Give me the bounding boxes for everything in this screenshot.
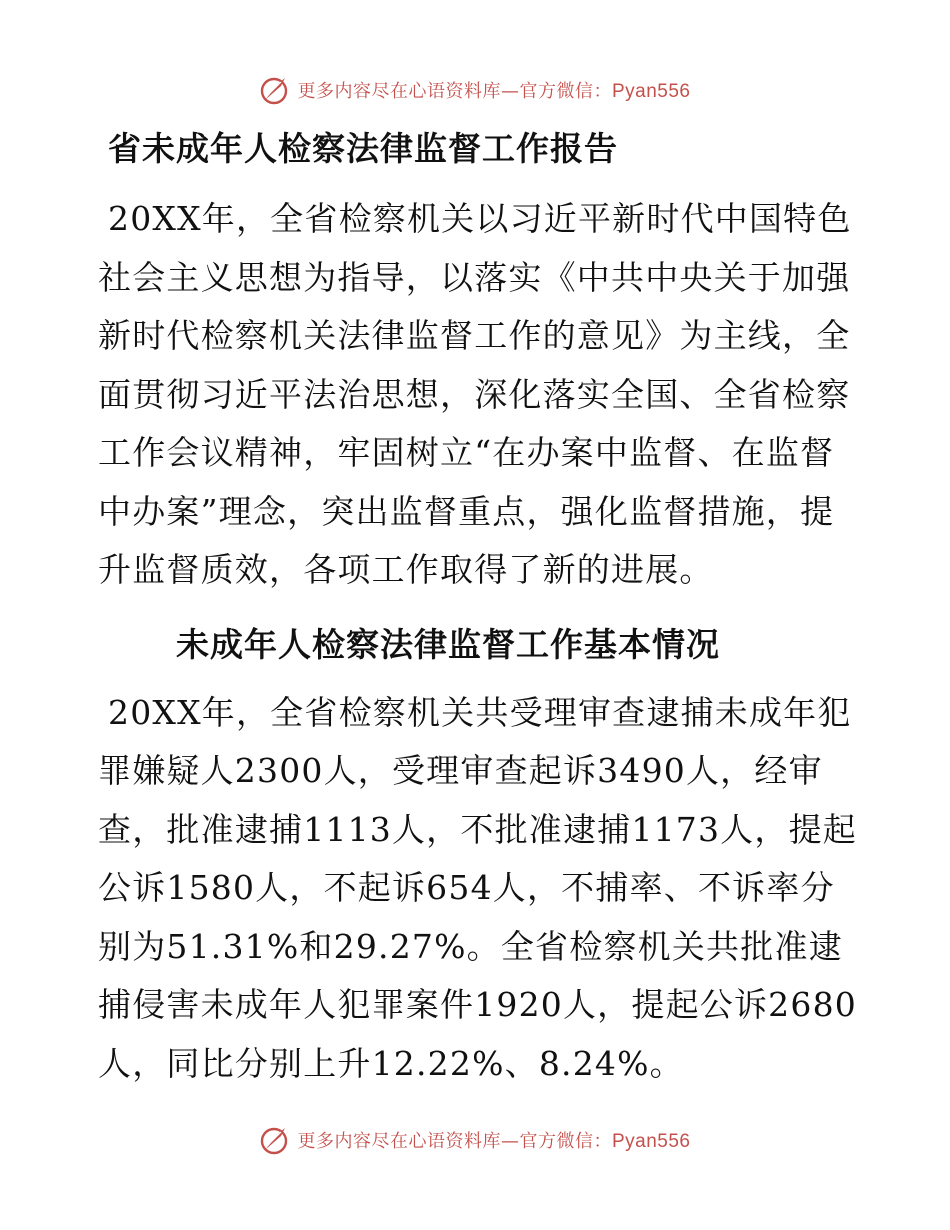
watermark-wechat-id: Pyan556 <box>611 81 691 102</box>
section-heading: 未成年人检察法律监督工作基本情况 <box>176 624 720 664</box>
statistics-paragraph: 20XX年，全省检察机关共受理审查逮捕未成年犯罪嫌疑人2300人，受理审查起诉3490人，经审查，批准逮捕1113人，不批准逮捕1173人，提起公诉1580人，不起诉654人，不捕率、不诉率分别为51.31%和29.27%。全省检察机关共批准逮捕侵害未成年人犯罪案件1920人，提起公诉2680人，同比分别上升12.22%、8.24%。 <box>98 692 857 1083</box>
watermark-group <box>259 1124 690 1156</box>
footer-watermark <box>0 1120 950 1160</box>
watermark-text <box>297 1127 690 1153</box>
watermark-group <box>259 74 690 106</box>
intro-paragraph: 20XX年，全省检察机关以习近平新时代中国特色社会主义思想为指导，以落实《中共中央关于加强新时代检察机关法律监督工作的意见》为主线，全面贯彻习近平法治思想，深化落实全国、全省检察工作会议精神，牢固树立“在办案中监督、在监督中办案”理念，突出监督重点，强化监督措施，提升监督质效，各项工作取得了新的进展。 <box>98 199 852 589</box>
quill-logo-icon <box>259 74 291 106</box>
document-title: 省未成年人检察法律监督工作报告 <box>108 129 618 168</box>
watermark-wechat-id: Pyan556 <box>611 1131 691 1152</box>
watermark-label: 更多内容尽在心语资料库—官方微信： <box>297 1131 612 1152</box>
header-watermark <box>0 70 950 110</box>
watermark-label: 更多内容尽在心语资料库—官方微信： <box>297 81 612 102</box>
quill-logo-icon <box>259 1124 291 1156</box>
document-body <box>98 120 858 1093</box>
watermark-text <box>297 77 690 103</box>
